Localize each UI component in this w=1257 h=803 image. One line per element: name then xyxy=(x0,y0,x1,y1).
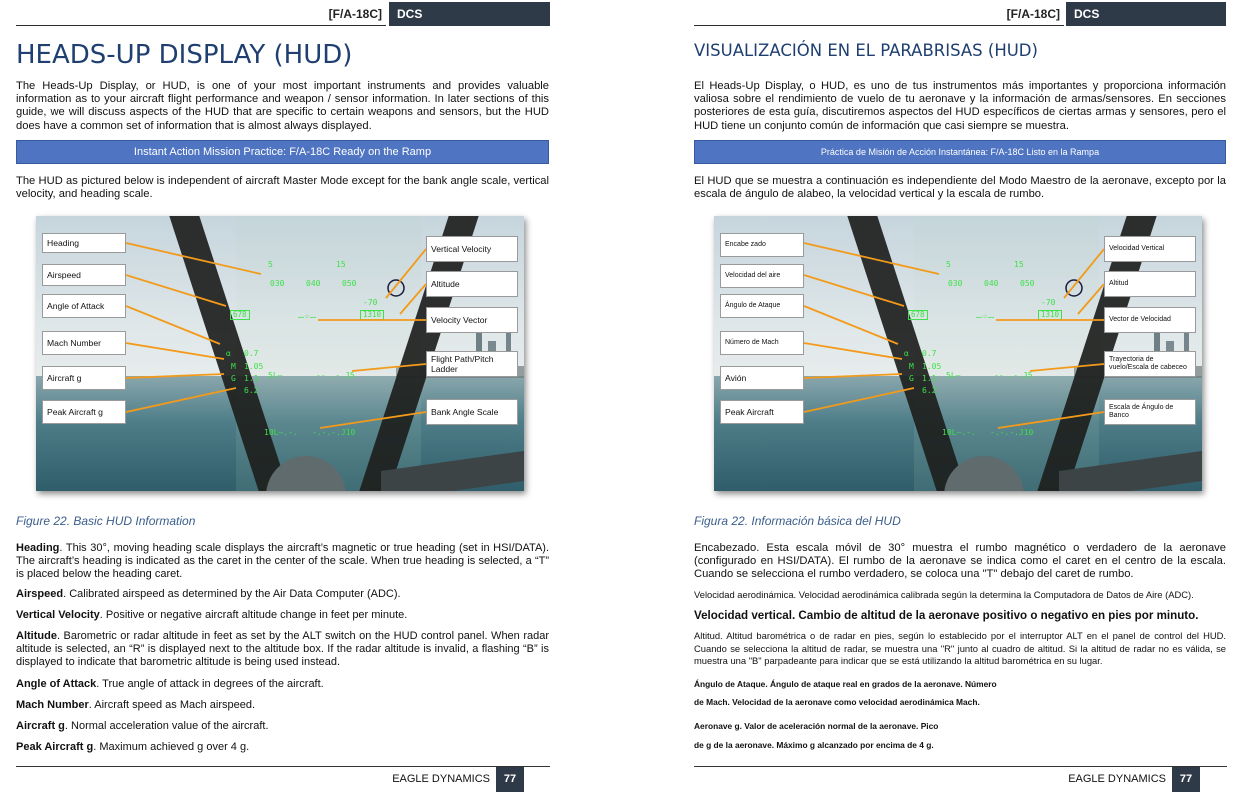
label-airspeed: Velocidad del aire xyxy=(720,264,804,288)
header-rule xyxy=(694,25,1064,26)
hud-altitude-box: 1310 xyxy=(360,310,384,320)
hud-heading-040: 040 xyxy=(984,279,999,288)
def-text: . Positive or negative aircraft altitude change in feet per minute. xyxy=(99,609,408,621)
page-title: VISUALIZACIÓN EN EL PARABRISAS (HUD) xyxy=(694,41,1038,60)
label-velocity-vector: Velocity Vector xyxy=(426,307,518,333)
intro-paragraph: The Heads-Up Display, or HUD, is one of your most important instruments and provides valuable information as to your aircraft flight performance and weapon / sensor information. In later sections of this guide, we will discuss aspects of the HUD that are specific to certain weapons and sensors, but the HUD does have a common set of information that is almost always displayed. xyxy=(16,80,549,132)
def-text: . True angle of attack in degrees of the aircraft. xyxy=(96,678,324,690)
def-text: . Calibrated airspeed as determined by the Air Data Computer (ADC). xyxy=(63,588,401,600)
g-arrow xyxy=(126,374,224,378)
def-term: Heading xyxy=(16,542,60,554)
hud-pitch-ladder-right: -- .-.J5 xyxy=(994,371,1033,380)
label-aircraft-g: Avión xyxy=(720,366,804,390)
label-aoa: Angle of Attack xyxy=(42,294,126,318)
hud-aoa-symbol: α xyxy=(226,349,231,358)
para-vertical-velocity: Velocidad vertical. Cambio de altitud de la aeronave positivo o negativo en pies por minuto. xyxy=(694,609,1199,622)
def-term: Vertical Velocity xyxy=(16,609,100,621)
page-number: 77 xyxy=(496,767,524,792)
hud-altitude-box: 1310 xyxy=(1038,310,1062,320)
hud-heading-tick: 5 xyxy=(268,260,273,269)
header-model: [F/A-18C] xyxy=(1006,7,1060,21)
figure-caption: Figura 22. Información básica del HUD xyxy=(694,514,901,528)
mach-arrow xyxy=(126,343,224,359)
hud-g: 1.1 xyxy=(244,374,259,383)
def-aircraft-g xyxy=(16,720,549,733)
hud-airspeed-box: 678 xyxy=(908,310,928,320)
header-rule xyxy=(16,25,386,26)
hud-bank-scale-left: 10L—.-. xyxy=(942,428,976,437)
hud-mach-symbol: M xyxy=(231,362,236,371)
aoa-arrow xyxy=(804,306,898,344)
hud-figure xyxy=(714,216,1202,491)
def-text: . Aircraft speed as Mach airspeed. xyxy=(88,699,256,711)
def-altitude xyxy=(16,630,549,670)
hud-g-symbol: G xyxy=(909,374,914,383)
hud-airspeed-box: 678 xyxy=(230,310,250,320)
lead-paragraph: The HUD as pictured below is independent of aircraft Master Mode except for the bank angle scale, vertical velocity, and heading scale. xyxy=(16,175,549,201)
hud-figure xyxy=(36,216,524,491)
hud-mach: 1.05 xyxy=(244,362,264,371)
label-vvi: Vertical Velocity xyxy=(426,236,518,262)
def-term: Altitude xyxy=(16,630,57,642)
label-aircraft-g: Aircraft g xyxy=(42,366,126,390)
def-peak-g xyxy=(16,741,549,754)
hud-heading-040: 040 xyxy=(306,279,321,288)
header-model: [F/A-18C] xyxy=(328,7,382,21)
pitch-ladder-arrow xyxy=(1030,364,1104,371)
hud-heading-030: 030 xyxy=(270,279,285,288)
hud-vvi: -70 xyxy=(1041,298,1056,307)
intro-paragraph: El Heads-Up Display, o HUD, es uno de tus instrumentos más importantes y proporciona información valiosa sobre el rendimiento de vuelo de tu aeronave y la información de armas/sensores. En secciones posteriores de esta guía, discutiremos aspectos del HUD específicos de ciertas armas y sensores, pero el HUD tiene un conjunto común de información que casi siempre se muestra. xyxy=(694,80,1226,132)
label-aoa: Ángulo de Ataque xyxy=(720,294,804,318)
label-velocity-vector: Vector de Velocidad xyxy=(1104,307,1196,333)
label-vvi: Velocidad Vertical xyxy=(1104,236,1196,262)
mach-arrow xyxy=(804,343,902,359)
aoa-arrow xyxy=(126,306,220,344)
hud-heading-tick: 5 xyxy=(946,260,951,269)
peak-g-arrow xyxy=(126,388,236,412)
airspeed-arrow xyxy=(804,275,904,306)
label-airspeed: Airspeed xyxy=(42,264,126,286)
def-term: Aircraft g xyxy=(16,720,65,732)
bank-scale-arrow xyxy=(998,412,1104,428)
para-altitude: Altitud. Altitud barométrica o de radar en pies, según lo establecido por el interruptor ALT en el panel de control del HUD. Cuando se selecciona la altitud de radar, se muestra una "R" junto al cuadro de altitud. Si la altitud de radar no es válida, se muestra una "B" parpadeante para indicar que se está utilizando la altitud barométrica en su lugar. xyxy=(694,630,1226,667)
hud-pitch-ladder-right: -- .-.J5 xyxy=(316,371,355,380)
pitch-ladder-arrow xyxy=(352,364,426,371)
footer-company: EAGLE DYNAMICS xyxy=(392,773,490,785)
page-number: 77 xyxy=(1172,767,1200,792)
heading-arrow xyxy=(126,243,261,274)
def-mach xyxy=(16,699,549,712)
figure-caption: Figure 22. Basic HUD Information xyxy=(16,514,196,528)
label-mach: Mach Number xyxy=(42,331,126,355)
header-dcs-tab: DCS xyxy=(1066,2,1226,26)
hud-peak-g: 6.2 xyxy=(922,386,937,395)
para-peak-g: de g de la aeronave. Máximo g alcanzado por encima de 4 g. xyxy=(694,740,934,750)
def-vertical-velocity xyxy=(16,609,549,622)
label-peak-g: Peak Aircraft xyxy=(720,400,804,424)
hud-pitch-ladder-left: 5L— xyxy=(268,371,283,380)
hud-bank-scale-right: -.-.-.J10 xyxy=(990,428,1034,437)
hud-aoa-symbol: α xyxy=(904,349,909,358)
def-airspeed xyxy=(16,588,549,601)
bank-scale-arrow xyxy=(320,412,426,428)
para-aoa: Ángulo de Ataque. Ángulo de ataque real en grados de la aeronave. Número xyxy=(694,679,997,689)
hud-aoa: 0.7 xyxy=(922,349,937,358)
hud-g-symbol: G xyxy=(231,374,236,383)
def-text: . Normal acceleration value of the aircraft. xyxy=(64,720,269,732)
para-airspeed: Velocidad aerodinámica. Velocidad aerodinámica calibrada según la determina la Computadora de Datos de Aire (ADC). xyxy=(694,589,1194,600)
g-arrow xyxy=(804,374,902,378)
hud-velocity-vector: —◦— xyxy=(298,312,317,323)
airspeed-arrow xyxy=(126,275,226,306)
para-aircraft-g: Aeronave g. Valor de aceleración normal de la aeronave. Pico xyxy=(694,721,939,731)
hud-mach-symbol: M xyxy=(909,362,914,371)
hud-g: 1.1 xyxy=(922,374,937,383)
label-altitude: Altitud xyxy=(1104,271,1196,297)
hud-heading-tick: 15 xyxy=(336,260,346,269)
label-pitch-ladder: Flight Path/Pitch Ladder xyxy=(426,351,518,377)
label-bank-scale: Bank Angle Scale xyxy=(426,399,518,425)
def-text: . This 30°, moving heading scale displays the aircraft’s magnetic or true heading (set in HSI/DATA). The aircraft’s heading is indicated as the caret in the center of the scale. When true heading is selected, a “T” is placed below the heading caret. xyxy=(16,542,549,581)
label-mach: Número de Mach xyxy=(720,331,804,355)
def-term: Angle of Attack xyxy=(16,678,97,690)
hud-heading-tick: 15 xyxy=(1014,260,1024,269)
hud-aoa: 0.7 xyxy=(244,349,259,358)
para-heading: Encabezado. Esta escala móvil de 30° muestra el rumbo magnético o verdadero de la aeronave (configurado en HSI/DATA). El rumbo de la aeronave se indica como el caret en el centro de la escala. Cuando se selecciona el rumbo verdadero, se coloca una "T" debajo del caret de rumbo. xyxy=(694,542,1226,581)
label-peak-g: Peak Aircraft g xyxy=(42,400,126,424)
footer-rule xyxy=(694,766,1227,767)
para-mach: de Mach. Velocidad de la aeronave como velocidad aerodinámica Mach. xyxy=(694,697,980,707)
hud-bank-scale-right: -.-.-.J10 xyxy=(312,428,356,437)
def-text: . Barometric or radar altitude in feet as set by the ALT switch on the HUD control panel. When radar altitude is selected, an “R” is displayed next to the altitude box. If the radar altitude is invalid, a flashing “B” is displayed to indicate that barometric altitude is being used instead. xyxy=(16,630,549,669)
def-term: Mach Number xyxy=(16,699,89,711)
def-term: Peak Aircraft g xyxy=(16,741,94,753)
lead-paragraph: El HUD que se muestra a continuación es independiente del Modo Maestro de la aeronave, excepto por la escala de ángulo de alabeo, la velocidad vertical y la escala de rumbo. xyxy=(694,175,1226,201)
mission-banner: Instant Action Mission Practice: F/A-18C Ready on the Ramp xyxy=(16,140,549,164)
hud-bank-scale-left: 10L—.-. xyxy=(264,428,298,437)
hud-velocity-vector: —◦— xyxy=(976,312,995,323)
hud-pitch-ladder-left: 5L— xyxy=(946,371,961,380)
def-text: . Maximum achieved g over 4 g. xyxy=(93,741,250,753)
label-heading: Heading xyxy=(42,233,126,253)
mission-banner: Práctica de Misión de Acción Instantánea: F/A-18C Listo en la Rampa xyxy=(694,140,1226,164)
hud-peak-g: 6.2 xyxy=(244,386,259,395)
heading-arrow xyxy=(804,243,939,274)
label-heading: Encabe zado xyxy=(720,233,804,257)
hud-heading-050: 050 xyxy=(1020,279,1035,288)
footer-company: EAGLE DYNAMICS xyxy=(1068,773,1166,785)
def-heading xyxy=(16,542,549,582)
def-aoa xyxy=(16,678,549,691)
peak-g-arrow xyxy=(804,388,914,412)
label-altitude: Altitude xyxy=(426,271,518,297)
def-term: Airspeed xyxy=(16,588,64,600)
label-bank-scale: Escala de Ángulo de Banco xyxy=(1104,399,1196,425)
hud-heading-050: 050 xyxy=(342,279,357,288)
footer-rule xyxy=(16,766,550,767)
header-dcs-tab: DCS xyxy=(389,2,550,26)
hud-heading-030: 030 xyxy=(948,279,963,288)
page-title: HEADS-UP DISPLAY (HUD) xyxy=(16,40,353,70)
label-pitch-ladder: Trayectoria de vuelo/Escala de cabeceo xyxy=(1104,351,1196,377)
hud-vvi: -70 xyxy=(363,298,378,307)
hud-mach: 1.05 xyxy=(922,362,942,371)
